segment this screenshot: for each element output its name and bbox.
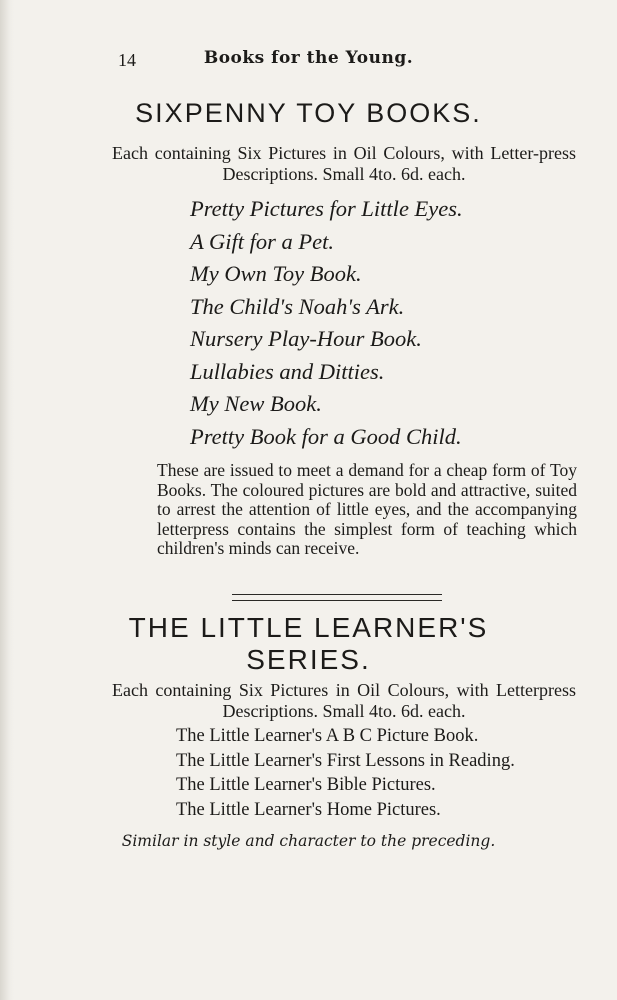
list-item: My Own Toy Book.: [190, 261, 362, 286]
learner-title-list: [176, 724, 515, 823]
list-item: Pretty Book for a Good Child.: [190, 423, 462, 449]
list-item: The Little Learner's A B C Picture Book.: [176, 726, 479, 746]
section-note-sixpenny: These are issued to meet a demand for a cheap form of Toy Books. The coloured pictures are bold and attractive, suited to arrest the attention of little eyes, and the accompanying letterpress contains the simplest form of teaching which children's minds can receive.: [157, 460, 577, 559]
section-title-little-learners: THE LITTLE LEARNER'S: [128, 612, 489, 643]
list-item: The Little Learner's Bible Pictures.: [176, 775, 436, 796]
list-item: Lullabies and Ditties.: [190, 358, 385, 384]
section-description-sixpenny: Each containing Six Pictures in Oil Colours, with Letter-press Descriptions. Small 4to. 6d. each.: [112, 143, 576, 184]
list-item: The Little Learner's Home Pictures.: [176, 800, 441, 821]
page-header: [0, 46, 617, 76]
section-title-little-learners-series: SERIES.: [246, 644, 371, 675]
page-edge-shadow: [0, 0, 14, 1000]
section-description-little-learners: Each containing Six Pictures in Oil Colours, with Letterpress Descriptions. Small 4to. 6d. each.: [112, 680, 576, 721]
section-title-sixpenny-toy-books: SIXPENNY TOY BOOKS.: [135, 98, 482, 128]
list-item: My New Book.: [190, 391, 322, 416]
list-item: The Child's Noah's Ark.: [190, 293, 405, 319]
list-item: Pretty Pictures for Little Eyes.: [190, 196, 463, 221]
list-item: The Little Learner's First Lessons in Reading.: [176, 750, 515, 771]
running-head: Books for the Young.: [203, 48, 414, 68]
list-item: A Gift for a Pet.: [190, 228, 334, 254]
section-divider: [232, 600, 442, 601]
toy-book-title-list: [190, 193, 463, 453]
section-note-little-learners: Similar in style and character to the preceding.: [121, 832, 496, 850]
page-number: 14: [118, 50, 136, 70]
section-divider: [232, 594, 442, 595]
list-item: Nursery Play-Hour Book.: [190, 326, 422, 351]
